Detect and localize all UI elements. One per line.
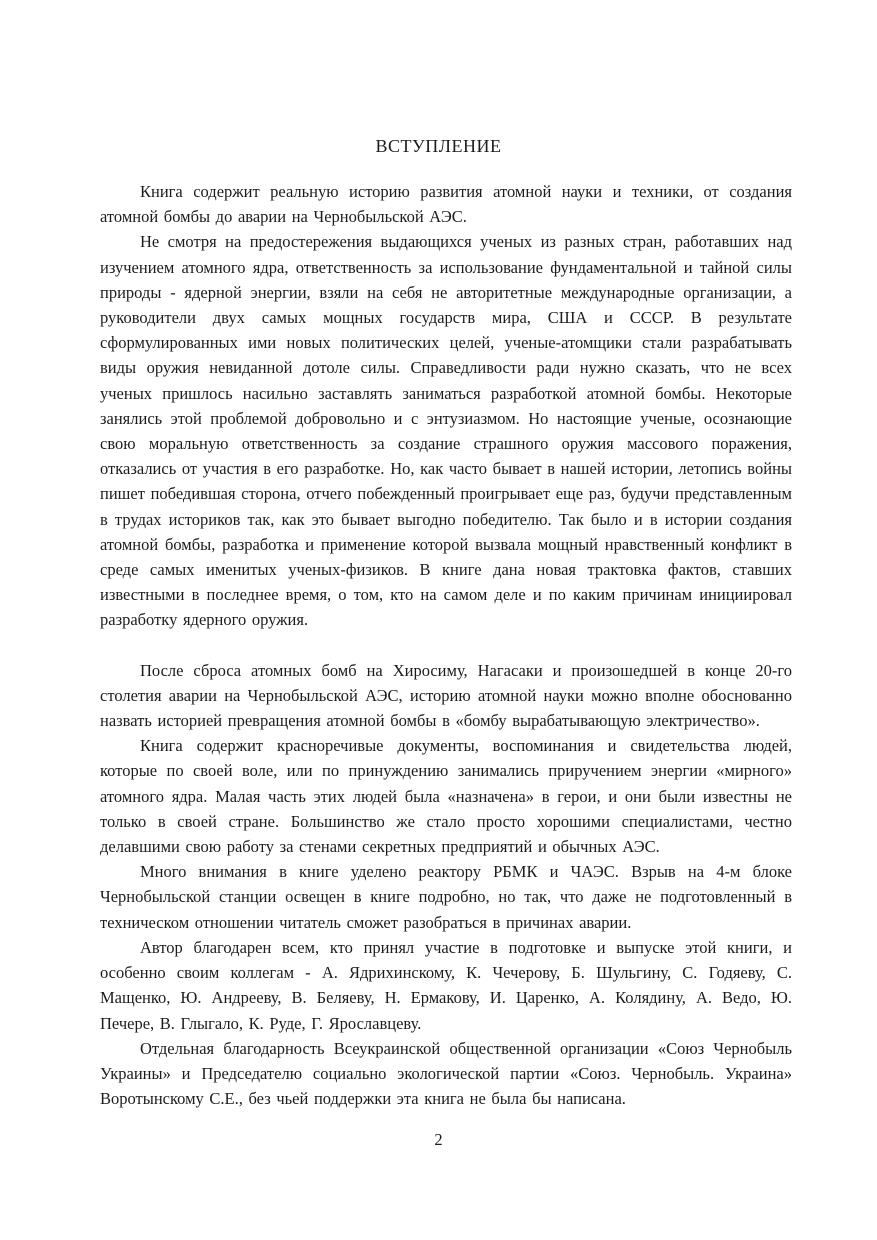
paragraph: После сброса атомных бомб на Хиросиму, Нагасаки и произошедшей в конце 20-го столетия аварии на Чернобыльской АЭС, историю атомной науки можно вполне обоснованно назвать историей превращения атомной бомбы в «бомбу вырабатывающую электричество». [100,660,792,731]
paragraph: Автор благодарен всем, кто принял участие в подготовке и выпуске этой книги, и особенно своим коллегам - А. Ядрихинскому, К. Чечерову, Б. Шульгину, С. Годяеву, С. Мащенко, Ю. Андрееву, В. Беляеву, Н. Ермакову, И. Царенко, А. Колядину, А. Ведо, Ю. Печере, В. Глыгало, К. Руде, Г. Ярославцеву. [100,937,792,1033]
page-title: ВСТУПЛЕНИЕ [375,136,502,156]
paragraph: Книга содержит реальную историю развития атомной науки и техники, от создания атомной бомбы до аварии на Чернобыльской АЭС. [100,182,792,227]
paragraph: Отдельная благодарность Всеукраинской общественной организации «Союз Чернобыль Украины» и Председателю социально экологической партии «Союз. Чернобыль. Украина» Воротынскому С.Е., без чьей поддержки эта книга не была бы написана. [100,1038,792,1109]
paragraph: Книга содержит красноречивые документы, воспоминания и свидетельства людей, которые по своей воле, или по принуждению занимались приручением энергии «мирного» атомного ядра. Малая часть этих людей была «назначена» в герои, и они были известны не только в своей стране. Большинство же стало просто хорошими специалистами, честно делавшими свою работу за стенами секретных предприятий и обычных АЭС. [100,736,792,857]
page-number: 2 [434,1130,443,1149]
paragraph: Не смотря на предостережения выдающихся ученых из разных стран, работавших над изучением атомного ядра, ответственность за использование фундаментальной и тайной силы природы - ядерной энергии, взяли на себя не авторитетные международные организации, а руководители двух самых мощных государств мира, США и СССР. В результате сформулированных ими новых политических целей, ученые-атомщики стали разрабатывать виды оружия невиданной дотоле силы. Справедливости ради нужно сказать, что не всех ученых пришлось насильно заставлять заниматься разработкой атомной бомбы. Некоторые занялись этой проблемой добровольно и с энтузиазмом. Но настоящие ученые, осознающие свою моральную ответственность за создание страшного оружия массового поражения, отказались от участия в его разработке. Но, как часто бывает в нашей истории, летопись войны пишет победившая сторона, отчего побежденный проигрывает еще раз, будучи представленным в трудах историков так, как это бывает выгодно победителю. Так было и в истории создания атомной бомбы, разработка и применение которой вызвала мощный нравственный конфликт в среде самых именитых ученых-физиков. В книге дана новая трактовка фактов, ставших известными в последнее время, о том, кто на самом деле и по каким причинам инициировал разработку ядерного оружия. [100,232,792,630]
page-body [100,179,792,1111]
paragraph: Много внимания в книге уделено реактору РБМК и ЧАЭС. Взрыв на 4-м блоке Чернобыльской станции освещен в книге подробно, но так, что даже не подготовленный в техническом отношении читатель сможет разобраться в причинах аварии. [100,862,792,932]
